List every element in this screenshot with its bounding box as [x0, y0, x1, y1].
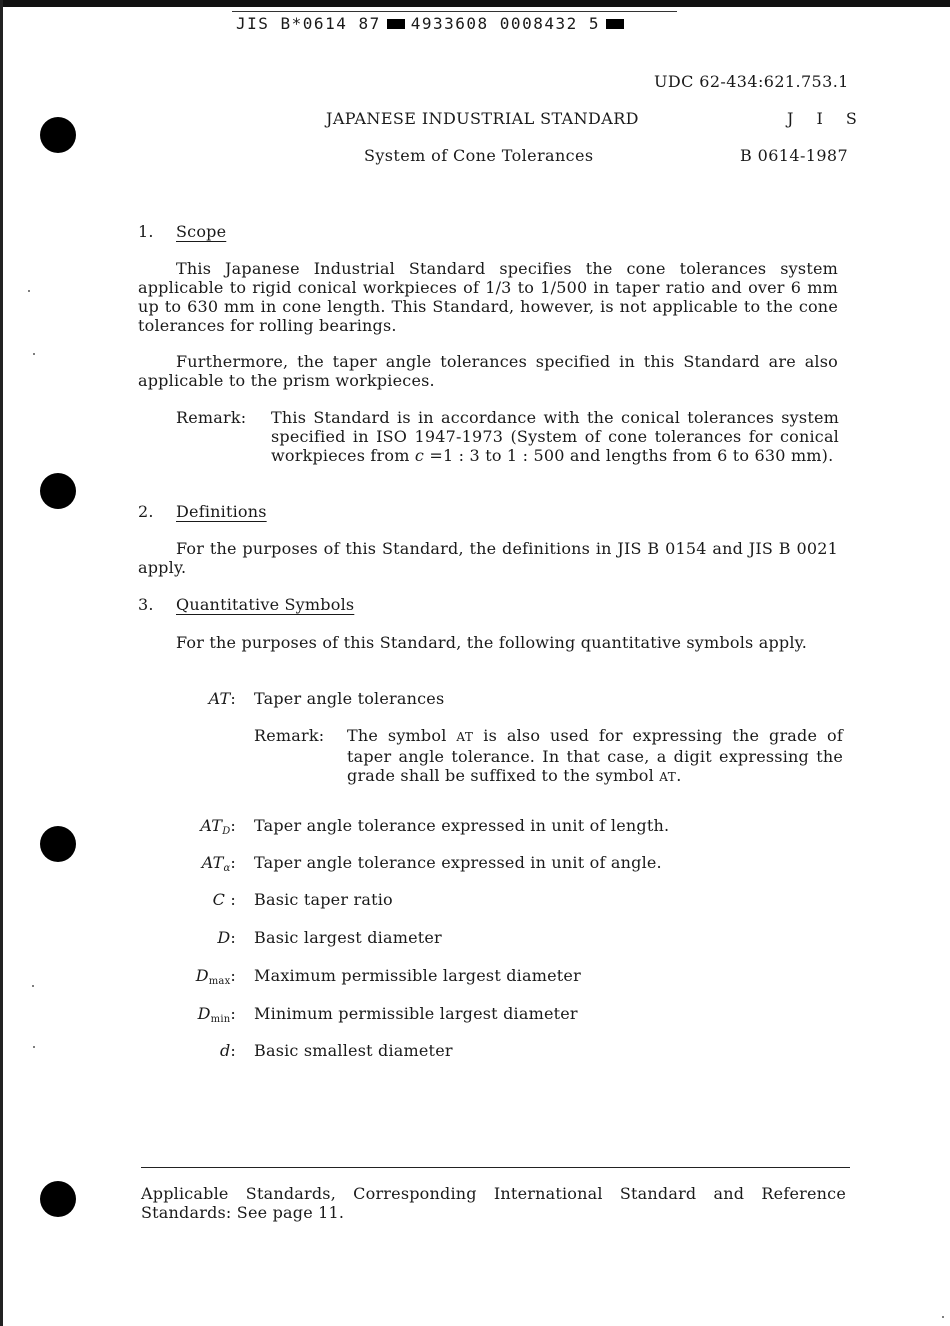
- footnote-rule: [141, 1167, 850, 1168]
- scope-paragraph-2: Furthermore, the taper angle tolerances specified in this Standard are also applicable to the prism workpieces.: [138, 352, 838, 390]
- definition-d-smallest: Basic smallest diameter: [254, 1041, 453, 1060]
- section-number: 1.: [138, 222, 154, 241]
- section-number: 2.: [138, 502, 154, 521]
- definition-c: Basic taper ratio: [254, 890, 393, 909]
- scan-speck: [942, 1316, 944, 1318]
- scope-remark-tail: =1 : 3 to 1 : 500 and lengths from 6 to 630 mm).: [429, 446, 834, 465]
- definition-d-largest: Basic largest diameter: [254, 928, 442, 947]
- symbol-code: AT: [456, 730, 474, 744]
- definition-d-min: Minimum permissible largest diameter: [254, 1004, 578, 1023]
- udc-code: UDC 62-434:621.753.1: [654, 72, 849, 91]
- scan-left-border: [0, 0, 3, 1326]
- symbol-d-smallest: d:: [219, 1041, 236, 1060]
- standard-name: JAPANESE INDUSTRIAL STANDARD: [326, 109, 639, 128]
- symbol-c: C :: [212, 890, 236, 909]
- punch-hole: [40, 473, 76, 509]
- definition-d-max: Maximum permissible largest diameter: [254, 966, 581, 985]
- symbols-paragraph: For the purposes of this Standard, the following quantitative symbols apply.: [176, 633, 808, 652]
- document-title: System of Cone Tolerances: [364, 146, 594, 165]
- scope-paragraph-1: This Japanese Industrial Standard specifies the cone tolerances system applicable to rigid conical workpieces of 1/3 to 1/500 in taper ratio and over 6 mm up to 630 mm in cone length. This Standard, however, is not applicable to the cone tolerances for rolling bearings.: [138, 259, 838, 335]
- punch-hole: [40, 1181, 76, 1217]
- symbol-at: AT:: [208, 689, 236, 708]
- punch-hole: [40, 117, 76, 153]
- scan-stamp-line: [236, 14, 630, 33]
- symbol-at-alpha: $AT_\alpha$:: [201, 853, 236, 874]
- remark-label: Remark:: [176, 408, 247, 427]
- section-title-symbols: Quantitative Symbols: [176, 595, 355, 614]
- scope-remark: [271, 408, 839, 465]
- definition-at-alpha: Taper angle tolerance expressed in unit of angle.: [254, 853, 662, 872]
- symbol-remark: The symbol AT is also used for expressing the grade of taper angle tolerance. In that case, a digit expressing the grade shall be suffixed to the symbol AT.: [347, 726, 843, 785]
- symbol-at-d: $AT_D$:: [200, 816, 236, 837]
- symbol-d-largest: D:: [217, 928, 236, 947]
- scope-remark-text: This Standard is in accordance with the conical tolerances system specified in ISO 1947-1973 (System of cone tolerances for conical workpieces from: [271, 408, 839, 465]
- scan-top-border: [0, 0, 950, 7]
- symbol-d-min: $D_{min}$:: [197, 1004, 236, 1025]
- footnote-applicable-standards: Applicable Standards, Corresponding International Standard and Reference Standards: See page 11.: [141, 1184, 846, 1222]
- definition-at: Taper angle tolerances: [254, 689, 445, 708]
- stamp-block: [387, 19, 405, 29]
- scan-speck: [33, 353, 35, 355]
- scan-speck: [28, 290, 30, 292]
- scan-stamp-rule: [232, 11, 677, 12]
- definitions-paragraph: For the purposes of this Standard, the definitions in JIS B 0154 and JIS B 0021 apply.: [138, 539, 838, 577]
- definition-at-d: Taper angle tolerance expressed in unit of length.: [254, 816, 670, 835]
- standard-number: B 0614-1987: [740, 146, 849, 165]
- stamp-part-middle: 4933608 0008432 5: [410, 14, 600, 33]
- stamp-part-left: JIS B*0614 87: [236, 14, 381, 33]
- jis-mark: J I S: [787, 109, 866, 128]
- symbol-d-max: $D_{max}$:: [195, 966, 236, 987]
- symbol-remark-label: Remark:: [254, 726, 325, 745]
- taper-variable: c: [414, 446, 425, 465]
- stamp-block: [606, 19, 624, 29]
- section-title-scope: Scope: [176, 222, 227, 241]
- symbol-code: AT: [659, 770, 677, 784]
- section-number: 3.: [138, 595, 154, 614]
- section-title-definitions: Definitions: [176, 502, 267, 521]
